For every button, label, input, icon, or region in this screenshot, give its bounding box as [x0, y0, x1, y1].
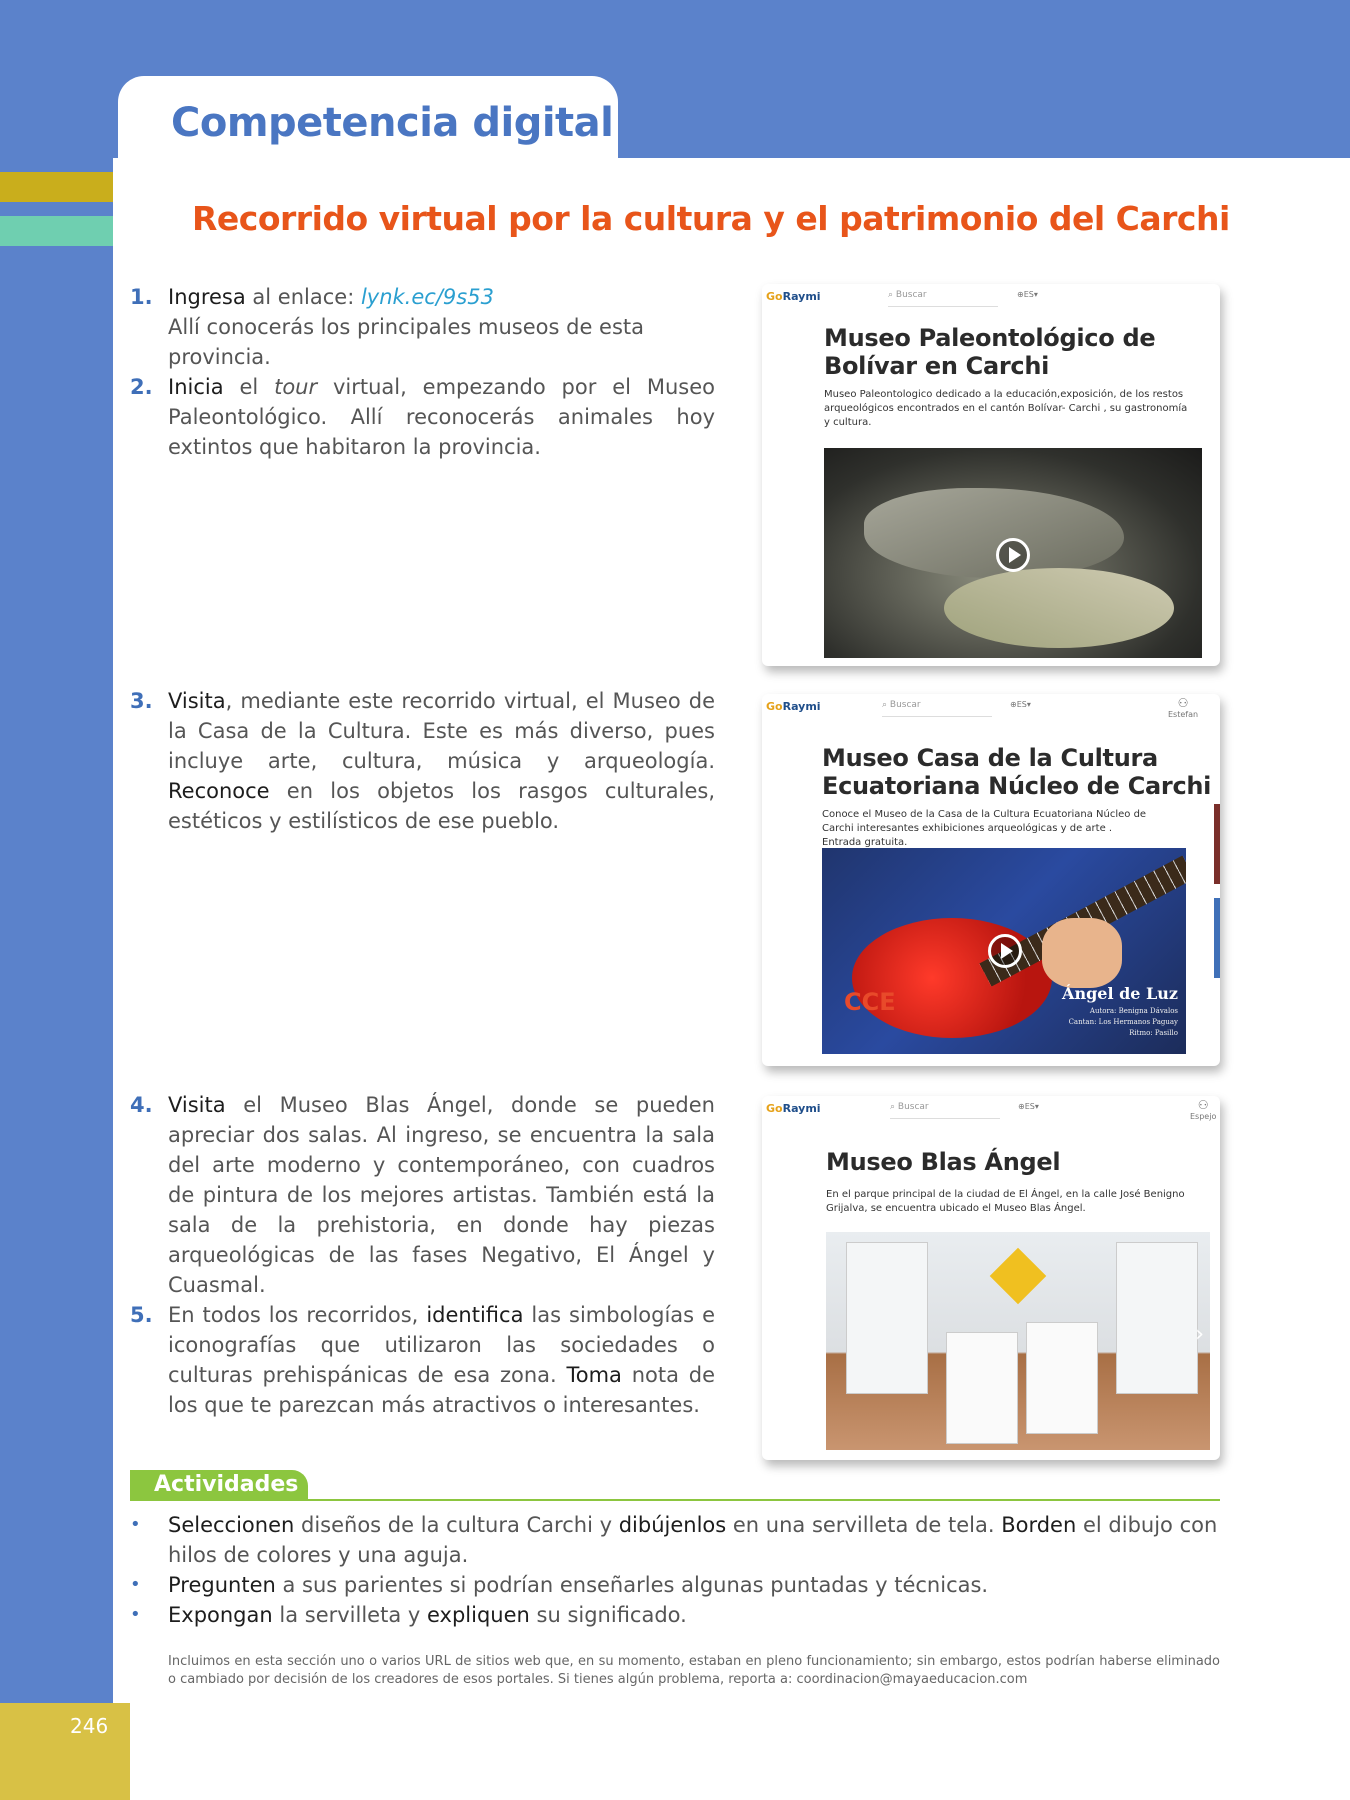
step-number: 2. [130, 375, 153, 399]
site-topbar [762, 1096, 1220, 1124]
keyword: Visita [168, 1093, 226, 1117]
page-number-box [0, 1703, 130, 1800]
activities-list [130, 1510, 1220, 1630]
guitar-video [822, 848, 1186, 1054]
step-3: 3. Visita, mediante este recorrido virtual, el Museo de la Casa de la Cultura. Este es más diverso, pues incluye arte, cultura, música y arqueología. Reconoce en los objetos los rasgos culturales, estéticos y estilísticos de ese pueblo. [130, 686, 715, 836]
museum-description: En el parque principal de la ciudad de El Ángel, en la calle José Benigno Grijalva, se encuentra ubicado el Museo Blas Ángel. [826, 1189, 1185, 1214]
search-field[interactable]: ⌕ Buscar [888, 290, 998, 307]
language-selector[interactable]: ⊕ES▾ [1017, 290, 1038, 299]
play-icon[interactable] [988, 934, 1022, 968]
user-menu[interactable]: ⚇ Espejo [1190, 1098, 1217, 1121]
keyword: Inicia [168, 375, 224, 399]
keyword: Pregunten [168, 1573, 276, 1597]
bullet-icon: • [130, 1574, 141, 1595]
keyword: Seleccionen [168, 1513, 295, 1537]
stripe-yellow [0, 172, 113, 202]
keyword: Borden [1001, 1513, 1077, 1537]
steps-group-1 [130, 282, 715, 462]
page-header-title: Competencia digital [171, 100, 614, 146]
section-title: Recorrido virtual por la cultura y el patrimonio del Carchi [192, 199, 1230, 238]
activities-label: Actividades [130, 1470, 308, 1500]
site-logo: GoRaymi [766, 1102, 821, 1115]
site-logo: GoRaymi [766, 290, 821, 303]
activities-divider [130, 1499, 1220, 1501]
play-icon[interactable] [996, 538, 1030, 572]
globe-icon: ⊕ [1017, 290, 1024, 299]
museum-description: Conoce el Museo de la Casa de la Cultura Ecuatoriana Núcleo de Carchi interesantes exhibiciones arqueológicas y de arte . Entrada gratuita. [822, 809, 1147, 848]
sun-emblem [990, 1248, 1047, 1305]
activity-item: • Expongan la servilleta y expliquen su significado. [130, 1600, 1220, 1630]
bullet-icon: • [130, 1514, 141, 1535]
user-icon: ⚇ [1177, 696, 1189, 710]
activity-item: • Seleccionen diseños de la cultura Carchi y dibújenlos en una servilleta de tela. Borden el dibujo con hilos de colores y una aguja. [130, 1510, 1220, 1570]
display-case [1026, 1322, 1098, 1434]
fossil-photo [824, 448, 1202, 658]
step-2: 2. Inicia el tour virtual, empezando por el Museo Paleontológico. Allí reconocerás animales hoy extintos que habitaron la provincia. [130, 372, 715, 462]
hand [1042, 918, 1122, 988]
fossil-rock [944, 568, 1174, 648]
screenshot-blas-angel [762, 1096, 1220, 1460]
screenshot-casa-cultura [762, 694, 1220, 1066]
search-icon: ⌕ [882, 700, 890, 710]
keyword: Reconoce [168, 779, 270, 803]
step-4: 4. Visita el Museo Blas Ángel, donde se pueden apreciar dos salas. Al ingreso, se encuentra la sala del arte moderno y contemporáneo, con cuadros de pintura de los mejores artistas. También está la sala de la prehistoria, en donde hay piezas arqueológicas de las fases Negativo, El Ángel y Cuasmal. [130, 1090, 715, 1300]
museum-title: Museo Casa de la Cultura Ecuatoriana Núcleo de Carchi [822, 744, 1212, 800]
user-menu[interactable]: ⚇ Estefan [1168, 696, 1199, 719]
bullet-icon: • [130, 1604, 141, 1625]
language-selector[interactable]: ⊕ES▾ [1010, 700, 1031, 709]
video-credits: Autora: Benigna Dávalos Cantan: Los Hermanos Paguay Ritmo: Pasillo [1068, 1007, 1178, 1037]
museum-title: Museo Blas Ángel [826, 1148, 1061, 1176]
search-field[interactable]: ⌕ Buscar [882, 700, 992, 717]
left-bar [0, 158, 113, 1800]
search-icon: ⌕ [888, 290, 896, 300]
activity-item: • Pregunten a sus parientes si podrían enseñarles algunas puntadas y técnicas. [130, 1570, 1220, 1600]
carousel-edge [1214, 898, 1220, 978]
search-icon: ⌕ [890, 1102, 898, 1112]
globe-icon: ⊕ [1010, 700, 1017, 709]
screenshot-paleontologico [762, 284, 1220, 666]
cce-logo: CCE [844, 988, 896, 1016]
page-number: 246 [70, 1714, 109, 1738]
keyword: dibújenlos [618, 1513, 727, 1537]
language-selector[interactable]: ⊕ES▾ [1018, 1102, 1039, 1111]
museum-link[interactable]: lynk.ec/9s53 [360, 285, 494, 309]
search-field[interactable]: ⌕ Buscar [890, 1102, 1000, 1119]
video-title: Ángel de Luz [1062, 984, 1178, 1003]
keyword: Visita [168, 689, 226, 713]
globe-icon: ⊕ [1018, 1102, 1025, 1111]
fossil-bones [864, 488, 1124, 578]
guitar-body [852, 918, 1052, 1038]
stripe-teal [0, 216, 113, 246]
keyword: identifica [426, 1303, 524, 1327]
keyword: Ingresa [168, 285, 246, 309]
steps-group-3 [130, 1090, 715, 1420]
display-case [846, 1242, 928, 1394]
step-number: 3. [130, 689, 153, 713]
user-icon: ⚇ [1197, 1098, 1209, 1112]
gallery-photo [826, 1232, 1210, 1450]
keyword: expliquen [426, 1603, 530, 1627]
step-5: 5. En todos los recorridos, identifica las simbologías e iconografías que utilizaron las sociedades o culturas prehispánicas de esa zona. Toma nota de los que te parezcan más atractivos o interesantes. [130, 1300, 715, 1420]
site-logo: GoRaymi [766, 700, 821, 713]
step-number: 1. [130, 285, 153, 309]
chevron-right-icon[interactable]: › [1195, 1322, 1204, 1347]
step-1-note: Allí conocerás los principales museos de esta provincia. [168, 315, 645, 369]
display-case [1116, 1242, 1198, 1394]
museum-title: Museo Paleontológico de Bolívar en Carchi [824, 324, 1156, 380]
step-number: 4. [130, 1093, 153, 1117]
keyword: Expongan [168, 1603, 273, 1627]
display-case [946, 1332, 1018, 1444]
step-number: 5. [130, 1303, 153, 1327]
site-topbar [762, 694, 1220, 722]
museum-description: Museo Paleontologico dedicado a la educación,exposición, de los restos arqueológicos encontrados en el cantón Bolívar- Carchi , su gastronomía y cultura. [824, 389, 1188, 428]
keyword: Toma [566, 1363, 622, 1387]
step-1: 1. Ingresa al enlace: lynk.ec/9s53 [130, 282, 715, 312]
site-topbar [762, 284, 1220, 312]
footnote: Incluimos en esta sección uno o varios URL de sitios web que, en su momento, estaban en pleno funcionamiento; sin embargo, estos podrían haberse eliminado o cambiado por decisión de los creadores de esos portales. Si tienes algún problema, reporta a: coordinacion@mayaeducacion.com [168, 1654, 1220, 1687]
steps-group-2 [130, 686, 715, 836]
carousel-edge [1214, 804, 1220, 884]
